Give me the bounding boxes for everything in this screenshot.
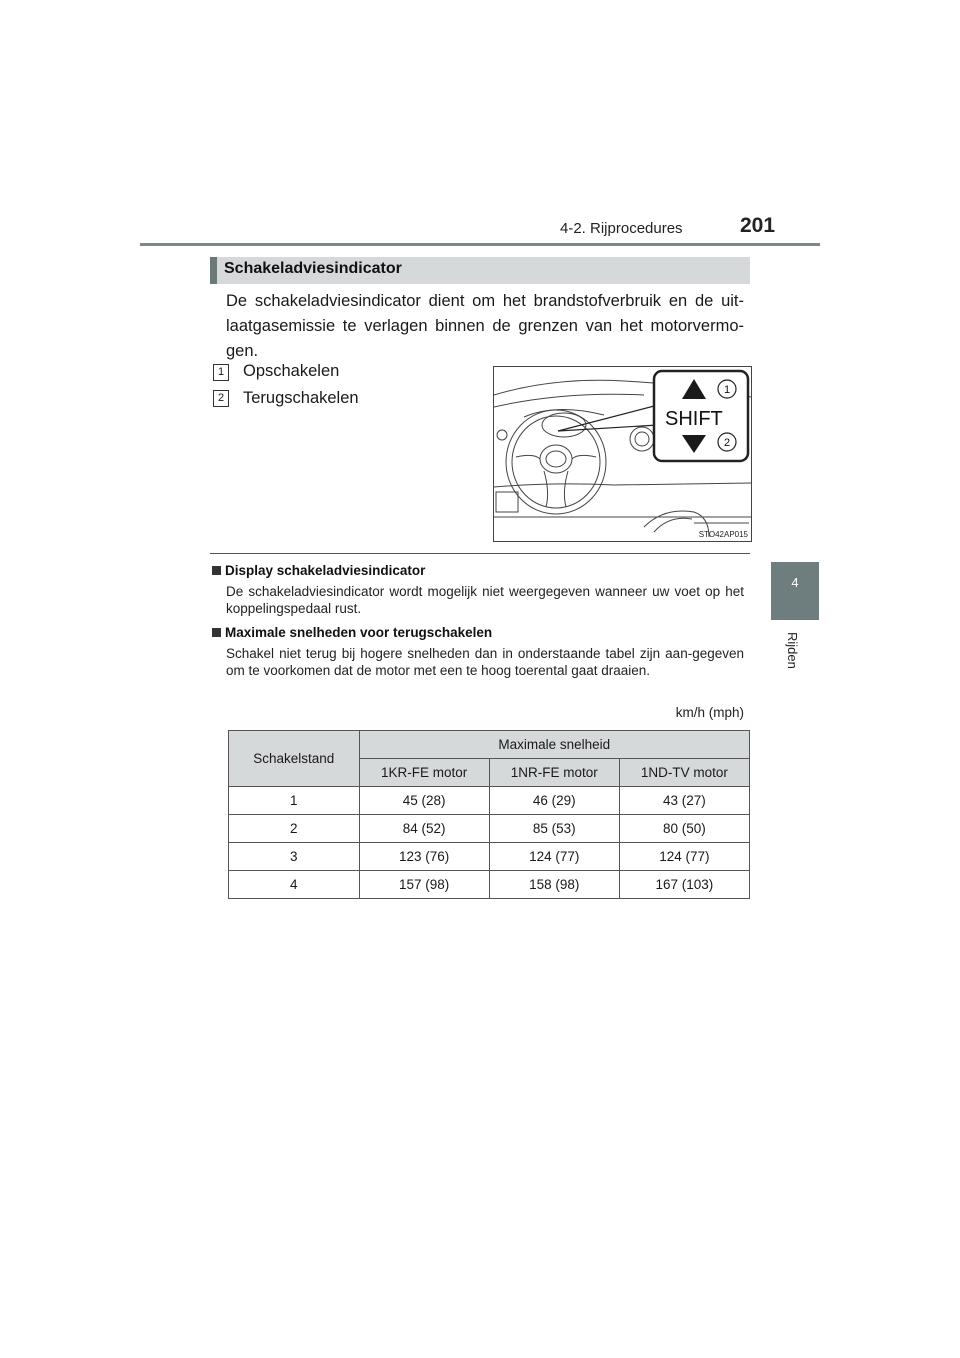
note-text-display: De schakeladviesindicator wordt mogelijk niet weergegeven wanneer uw voet op het koppelingspedaal rust. [226,584,744,616]
cell-speed: 158 (98) [489,871,619,899]
square-bullet-icon [212,628,221,637]
shift-text: SHIFT [665,408,723,430]
header-engine-1nr: 1NR-FE motor [489,759,619,787]
dashboard-drawing [494,367,751,541]
cell-speed: 124 (77) [619,843,749,871]
table-row [229,843,750,871]
section-label: 4-2. Rijprocedures [560,220,683,237]
cell-speed: 45 (28) [359,787,489,815]
table-row [229,787,750,815]
chapter-tab-number: 4 [791,575,799,590]
cell-gear: 2 [229,815,360,843]
item-label-upshift: Opschakelen [243,362,340,380]
cell-speed: 157 (98) [359,871,489,899]
square-bullet-icon [212,566,221,575]
item-number-2: 2 [213,390,229,407]
item-number-1: 1 [213,364,229,381]
max-speed-table [228,730,750,899]
header-rule [140,243,820,246]
cell-speed: 43 (27) [619,787,749,815]
note-text-max-speeds: Schakel niet terug bij hogere snelheden dan in onderstaande tabel zijn aan-gegeven om te voorkomen dat de motor met een te hoog toerental gaat draaien. [226,646,744,678]
separator-rule [210,553,750,554]
cell-speed: 124 (77) [489,843,619,871]
cell-speed: 80 (50) [619,815,749,843]
chapter-tab [771,562,819,620]
note-title-display: Display schakeladviesindicator [212,563,425,578]
intro-paragraph: De schakeladviesindicator dient om het brandstofverbruik en de uit-laatgasemissie te verlagen binnen de grenzen van het motorvermo-gen. [226,292,744,360]
page-number: 201 [740,214,776,237]
figure-code: STO42AP015 [698,530,748,539]
cell-speed: 84 (52) [359,815,489,843]
cell-gear: 3 [229,843,360,871]
table-row [229,815,750,843]
table-unit-label: km/h (mph) [675,705,744,720]
cell-speed: 123 (76) [359,843,489,871]
header-gear: Schakelstand [229,731,360,787]
chapter-tab-label: Rijden [785,632,800,669]
section-title: Schakeladviesindicator [224,260,402,277]
cell-speed: 167 (103) [619,871,749,899]
item-label-downshift: Terugschakelen [243,389,359,407]
callout-number-1: 1 [723,384,731,396]
cell-speed: 85 (53) [489,815,619,843]
note-title-max-speeds: Maximale snelheden voor terugschakelen [212,625,492,640]
callout-number-2: 2 [723,437,731,449]
table-row [229,871,750,899]
cell-gear: 4 [229,871,360,899]
header-engine-1kr: 1KR-FE motor [359,759,489,787]
cell-speed: 46 (29) [489,787,619,815]
section-title-accent [210,257,217,284]
header-engine-1nd: 1ND-TV motor [619,759,749,787]
dashboard-illustration [493,366,752,542]
cell-gear: 1 [229,787,360,815]
header-max-speed: Maximale snelheid [359,731,749,759]
